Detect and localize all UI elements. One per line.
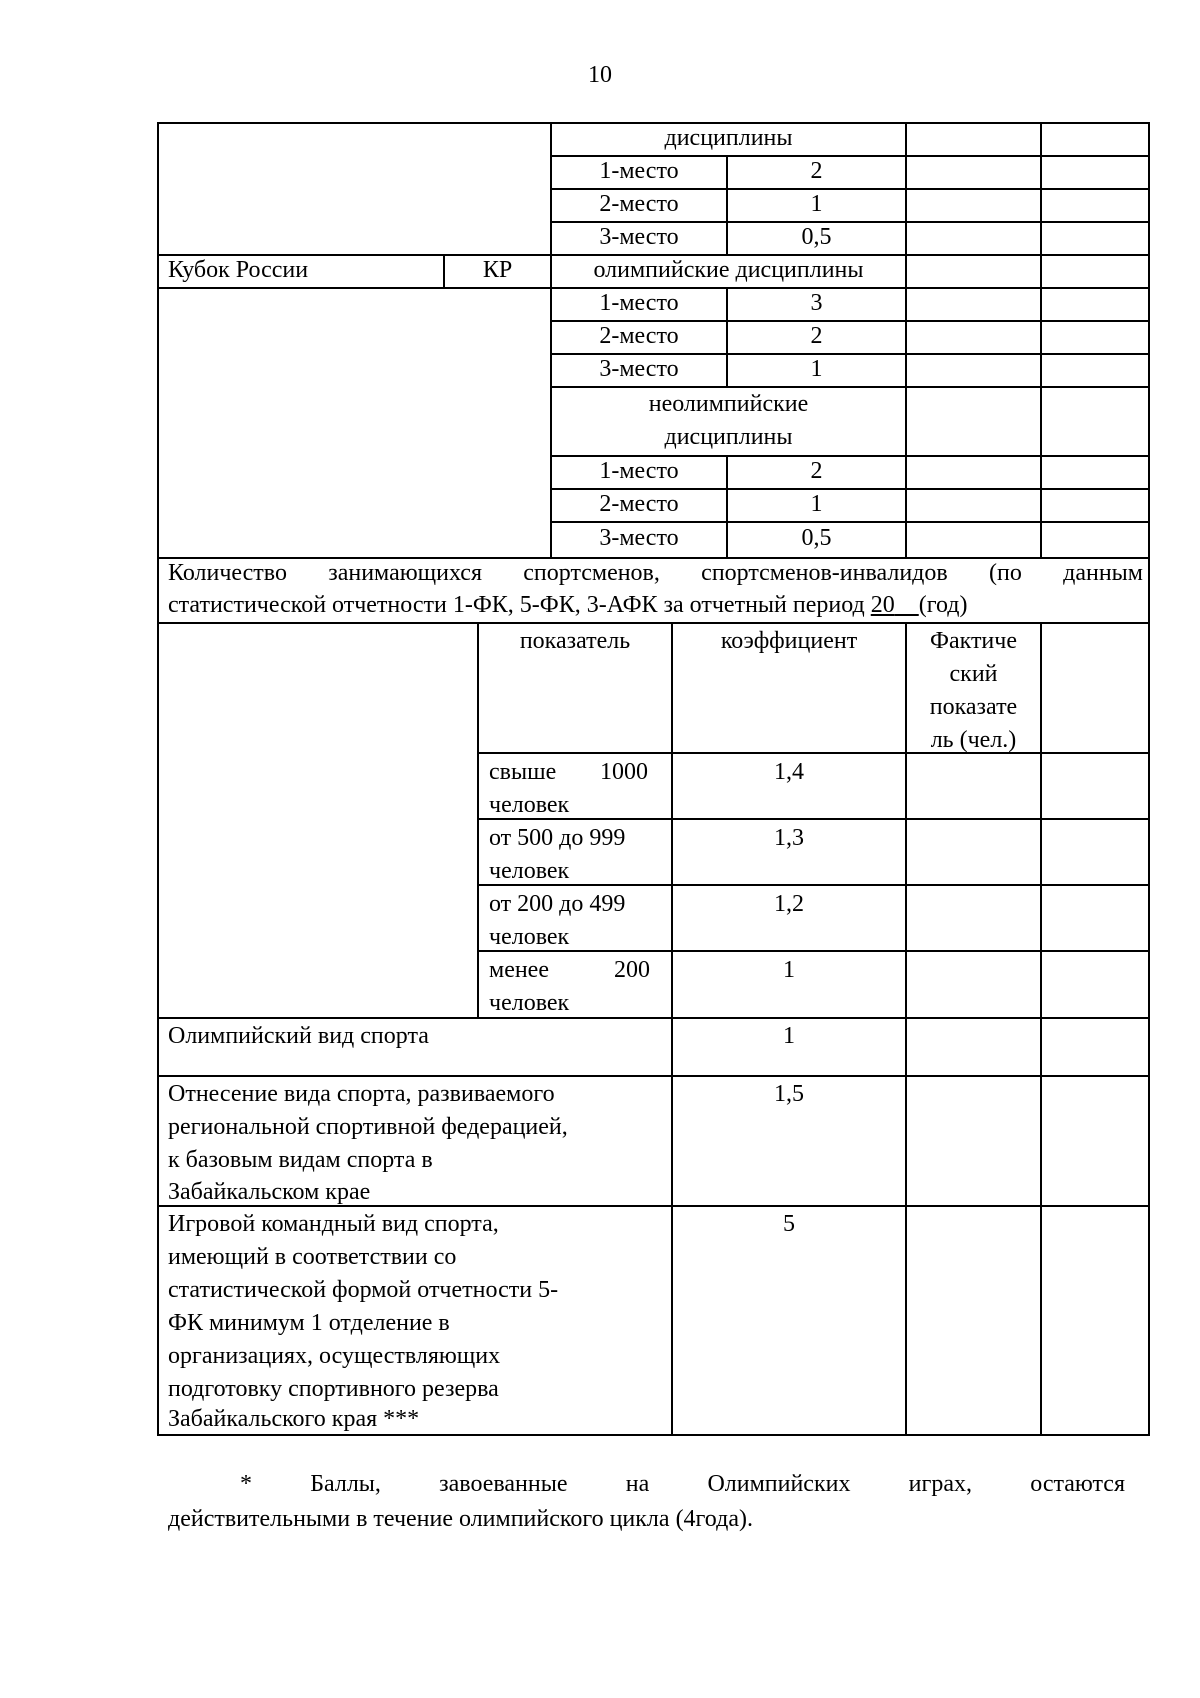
- criteria-text: Олимпийский вид спорта: [168, 1023, 429, 1049]
- place-value: 0,5: [801, 224, 832, 250]
- place-label: 2-место: [599, 323, 679, 349]
- place-label: 3-место: [599, 356, 679, 382]
- cup-name: Кубок России: [168, 257, 309, 283]
- cup-code: КР: [482, 257, 513, 283]
- indicator-text: от 500 до 999: [489, 825, 626, 851]
- criteria-text: статистической формой отчетности 5-: [168, 1277, 559, 1303]
- place-value: 3: [810, 290, 823, 316]
- report-year: 20: [870, 592, 895, 618]
- coef-value: 1,4: [774, 759, 804, 785]
- page-number: 10: [588, 62, 612, 88]
- coef-value: 1,3: [774, 825, 804, 851]
- place-label: 1-место: [599, 290, 679, 316]
- place-value: 2: [810, 458, 823, 484]
- criteria-text: Отнесение вида спорта, развиваемого: [168, 1081, 555, 1107]
- col-coef-header: коэффициент: [720, 628, 858, 654]
- indicator-unit: человек: [489, 924, 570, 950]
- place-value: 2: [810, 158, 823, 184]
- place-value: 1: [810, 191, 823, 217]
- place-label: 1-место: [599, 158, 679, 184]
- count-section-line1: Количество занимающихся спортсменов, спортсменов-инвалидов (по данным: [168, 560, 1143, 586]
- year-suffix: (год): [918, 592, 968, 618]
- footnote-line1: * Баллы, завоеванные на Олимпийских играх, остаются: [240, 1471, 1125, 1497]
- place-value: 1: [810, 491, 823, 517]
- criteria-text: организациях, осуществляющих: [168, 1343, 501, 1369]
- indicator-number: 1000: [600, 759, 648, 785]
- criteria-text: ФК минимум 1 отделение в: [168, 1310, 450, 1336]
- non-olympic-label-line1: неолимпийские: [648, 391, 809, 417]
- indicator-unit: человек: [489, 792, 570, 818]
- criteria-text: Забайкальском крае: [168, 1179, 371, 1205]
- place-label: 1-место: [599, 458, 679, 484]
- place-value: 0,5: [801, 525, 832, 551]
- count-section-line2-text: статистической отчетности 1-ФК, 5-ФК, 3-АФК за отчетный период: [168, 592, 871, 618]
- place-value: 2: [810, 323, 823, 349]
- criteria-text: имеющий в соответствии со: [168, 1244, 457, 1270]
- indicator-number: 200: [614, 957, 650, 983]
- non-olympic-label-line2: дисциплины: [664, 424, 793, 450]
- olympic-disciplines-label: олимпийские дисциплины: [593, 257, 864, 283]
- criteria-text: к базовым видам спорта в: [168, 1147, 433, 1173]
- count-section-line2: [168, 589, 968, 622]
- place-label: 3-место: [599, 224, 679, 250]
- indicator-unit: человек: [489, 858, 570, 884]
- indicator-text: свыше: [489, 759, 557, 785]
- indicator-text: менее: [489, 957, 549, 983]
- place-label: 2-место: [599, 191, 679, 217]
- coef-value: 5: [783, 1211, 795, 1237]
- place-label: 2-место: [599, 491, 679, 517]
- coef-value: 1,2: [774, 891, 804, 917]
- criteria-text: региональной спортивной федерацией,: [168, 1114, 568, 1140]
- indicator-text: от 200 до 499: [489, 891, 626, 917]
- coef-value: 1,5: [774, 1081, 804, 1107]
- footnote-line2: действительными в течение олимпийского цикла (4года).: [168, 1506, 753, 1532]
- criteria-text: Игровой командный вид спорта,: [168, 1211, 499, 1237]
- indicator-unit: человек: [489, 990, 570, 1016]
- place-value: 1: [810, 356, 823, 382]
- coef-value: 1: [783, 957, 795, 983]
- disciplines-head-cell: дисциплины: [664, 125, 793, 151]
- col-indicator-header: показатель: [519, 628, 631, 654]
- coef-value: 1: [783, 1023, 795, 1049]
- criteria-text: Забайкальского края ***: [168, 1406, 420, 1432]
- place-label: 3-место: [599, 525, 679, 551]
- criteria-text: подготовку спортивного резерва: [168, 1376, 499, 1402]
